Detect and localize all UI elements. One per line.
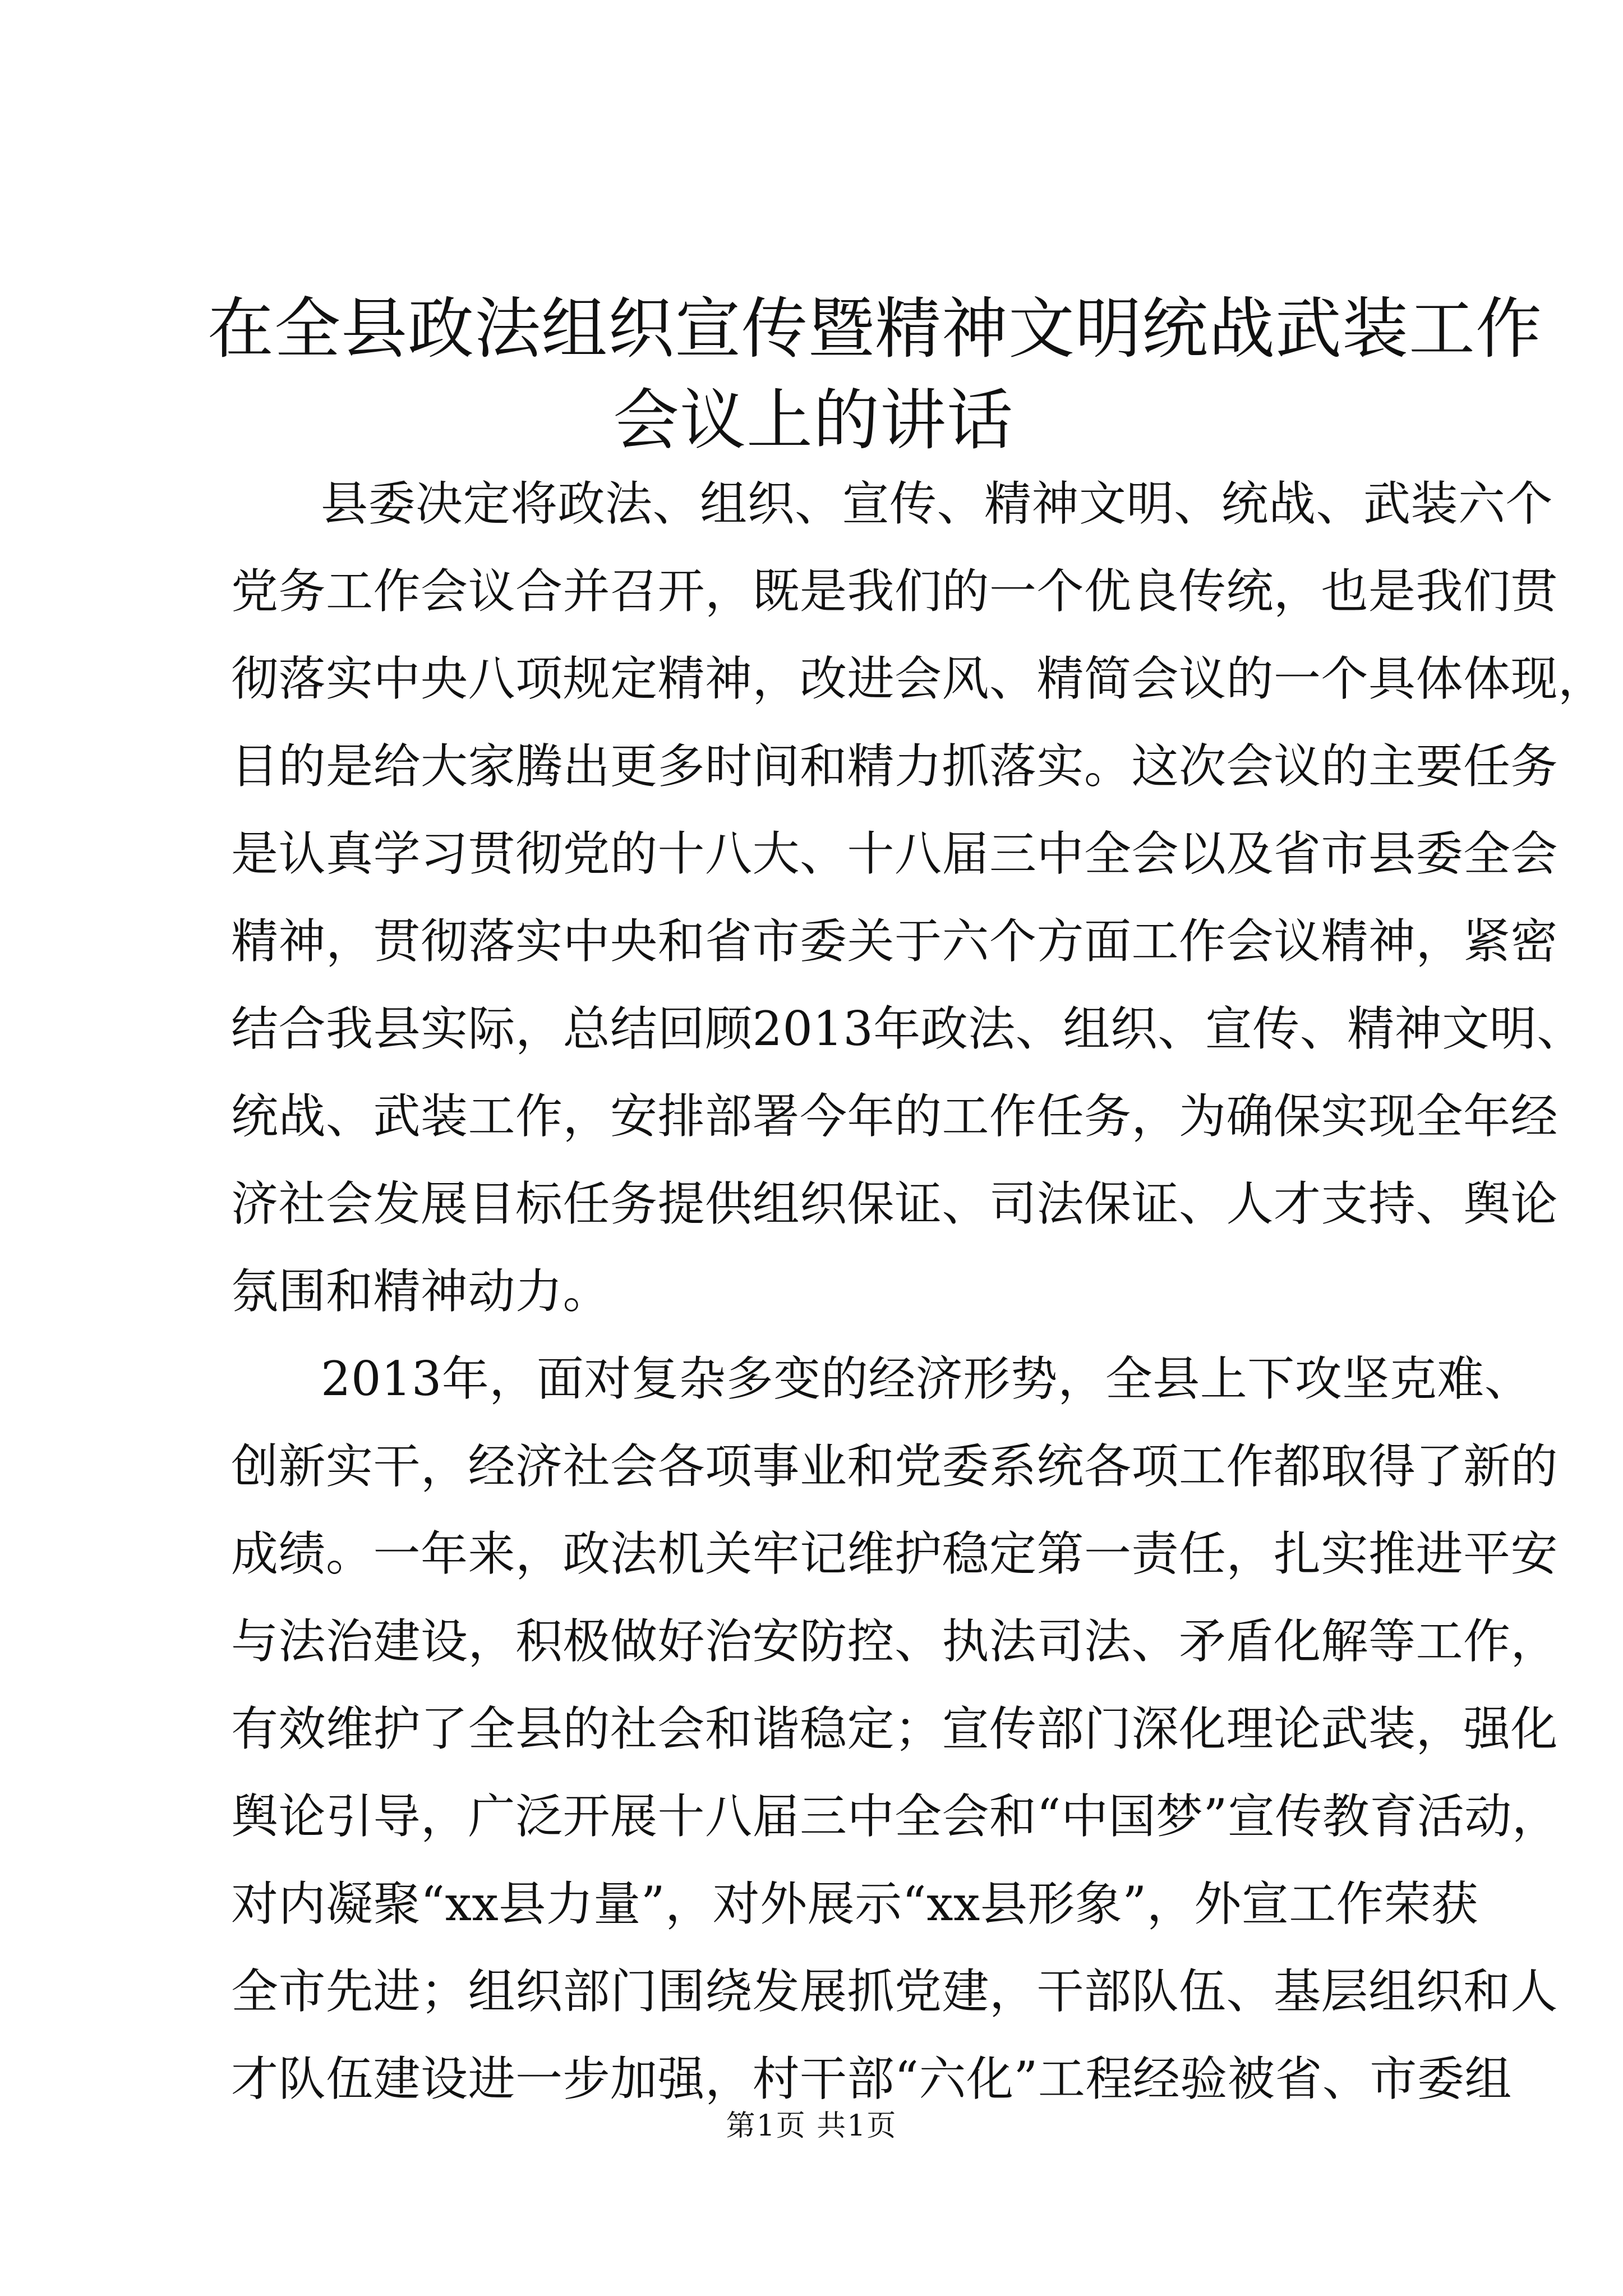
text-line: 是认真学习贯彻党的十八大、十八届三中全会以及省市县委全会	[231, 826, 1559, 881]
title-line-1: 在全县政法组织宣传暨精神文明统战武装工作	[208, 290, 1543, 367]
text-line: 彻落实中央八项规定精神，改进会风、精简会议的一个具体体现，	[231, 651, 1606, 706]
text-line: 党务工作会议合并召开，既是我们的一个优良传统，也是我们贯	[231, 564, 1559, 619]
text-line: 成绩。一年来，政法机关牢记维护稳定第一责任，扎实推进平安	[231, 1526, 1559, 1581]
text-line: 有效维护了全县的社会和谐稳定；宣传部门深化理论武装，强化	[231, 1701, 1559, 1756]
paragraph-1	[231, 460, 1606, 1335]
text-line: 精神，贯彻落实中央和省市委关于六个方面工作会议精神，紧密	[231, 914, 1559, 969]
text-line: 济社会发展目标任务提供组织保证、司法保证、人才支持、舆论	[231, 1176, 1559, 1231]
text-line: 与法治建设，积极做好治安防控、执法司法、矛盾化解等工作，	[231, 1614, 1559, 1669]
text-line: 统战、武装工作，安排部署今年的工作任务，为确保实现全年经	[231, 1089, 1559, 1144]
text-line: 目的是给大家腾出更多时间和精力抓落实。这次会议的主要任务	[231, 739, 1559, 794]
text-line: 才队伍建设进一步加强，村干部“六化”工程经验被省、市委组	[231, 2051, 1512, 2106]
title-line-2: 会议上的讲话	[612, 381, 1013, 459]
text-line: 对内凝聚“xx县力量”，对外展示“xx县形象”，外宣工作荣获	[231, 1876, 1479, 1931]
text-line: 2013年，面对复杂多变的经济形势，全县上下攻坚克难、	[321, 1351, 1532, 1406]
text-line: 氛围和精神动力。	[231, 1264, 611, 1319]
text-line: 创新实干，经济社会各项事业和党委系统各项工作都取得了新的	[231, 1439, 1559, 1494]
page-footer: 第1页 共1页	[726, 2109, 897, 2143]
paragraph-2	[231, 1335, 1560, 2123]
document-title	[208, 283, 1543, 466]
text-line: 全市先进；组织部门围绕发展抓党建，干部队伍、基层组织和人	[231, 1964, 1559, 2019]
text-line: 舆论引导，广泛开展十八届三中全会和“中国梦”宣传教育活动，	[231, 1789, 1560, 1844]
text-line: 县委决定将政法、组织、宣传、精神文明、统战、武装六个	[321, 476, 1553, 531]
document-body	[231, 460, 1606, 2123]
text-line: 结合我县实际，总结回顾2013年政法、组织、宣传、精神文明、	[231, 1001, 1584, 1056]
